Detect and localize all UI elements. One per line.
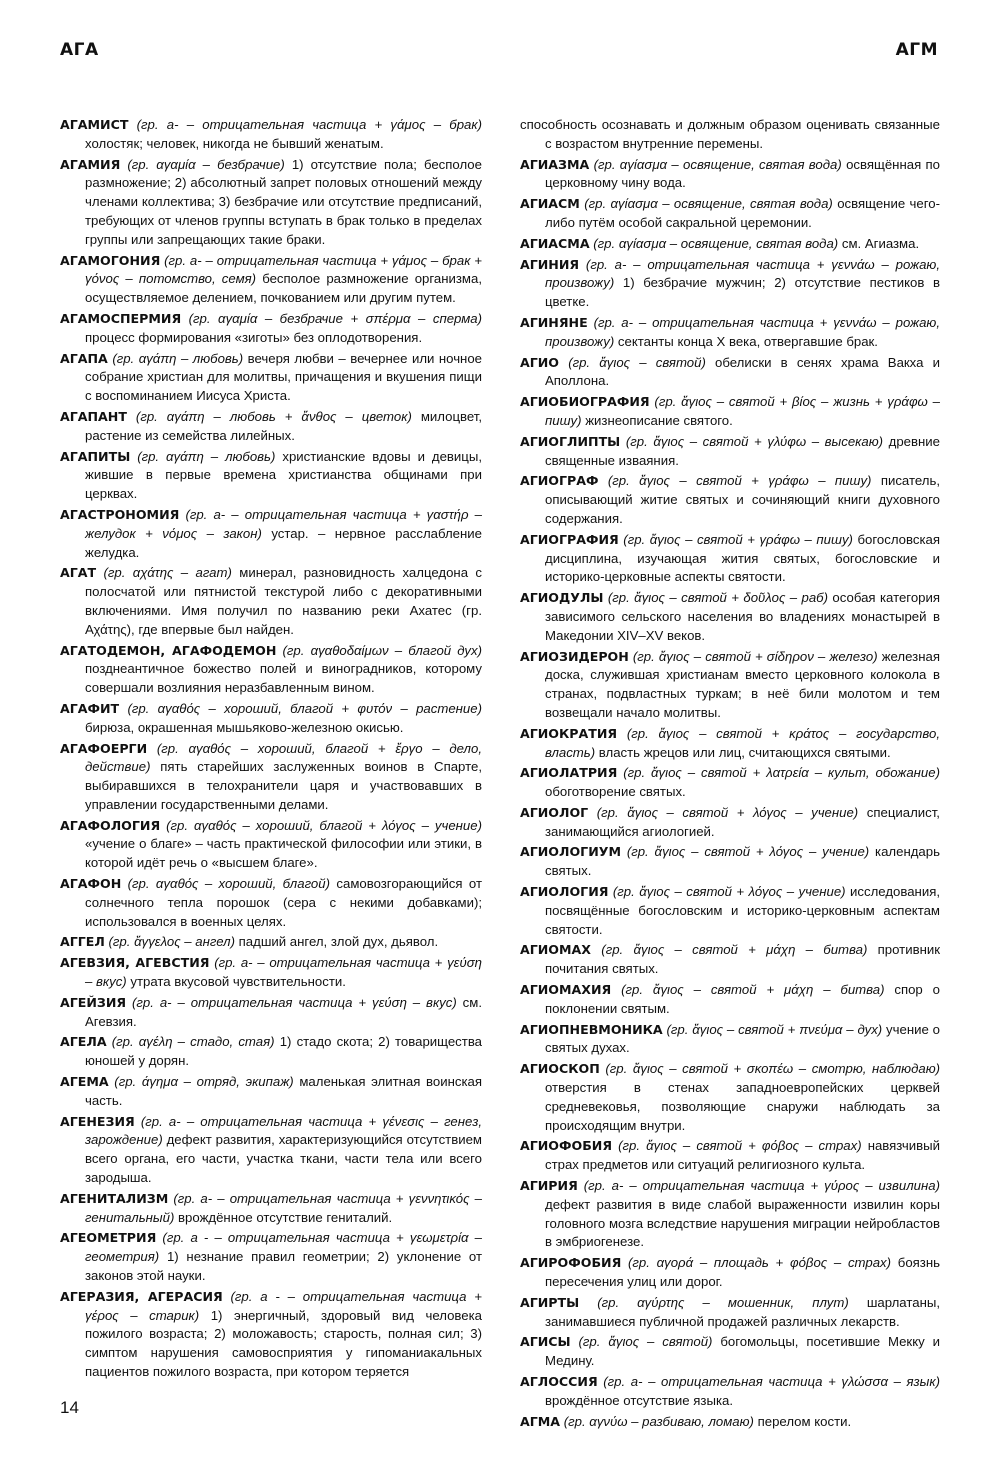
headword: АГИОБИОГРАФИЯ: [520, 394, 650, 410]
headword: АГЕОМЕТРИЯ: [60, 1230, 157, 1246]
dictionary-entry: [520, 648, 940, 723]
headword: АГМА: [520, 1413, 561, 1429]
etymology: (гр. αγίασμα – освящение, святая вода): [593, 235, 839, 251]
dictionary-entry: [520, 725, 940, 763]
dictionary-entry: [60, 310, 482, 348]
etymology: (гр. αγίασμα – освящение, святая вода): [593, 156, 842, 172]
dictionary-entry: [60, 448, 482, 504]
definition: 1) стадо скота; 2) товарищества юношей у дорян.: [85, 1034, 483, 1069]
definition: учение о святых духах.: [545, 1021, 941, 1056]
etymology: (гр. ἄγιος – святой + πνεύμα – дух): [666, 1021, 883, 1037]
etymology: (гр. ἄγιος – святой + μάχη – битва): [601, 942, 868, 958]
dictionary-entry: [60, 350, 482, 406]
definition: спор о поклонении святым.: [545, 982, 940, 1016]
headword: АГИОЛОГИЯ: [520, 884, 609, 900]
dictionary-entry: [60, 1229, 482, 1285]
definition: процесс формирования «зиготы» без оплодотворения.: [85, 329, 423, 345]
etymology: (гр. ἄγιος – святой + φόβος – страх): [618, 1138, 862, 1154]
etymology: (гр. а- – отрицательная частица + γεύση – вкус): [85, 955, 482, 990]
dictionary-entry: [520, 1373, 940, 1411]
headword: АГЕМА: [60, 1074, 109, 1090]
dictionary-entry: [520, 314, 940, 352]
etymology: (гр. ἄγιος – святой + λόγος – учение): [596, 804, 859, 820]
definition: см. Агиазма.: [841, 235, 920, 251]
headword: АГАПАНТ: [60, 408, 127, 424]
dictionary-entry: [60, 954, 482, 992]
etymology: (гр. ἄγιος – святой + γράφω – пишу): [607, 473, 872, 489]
headword: АГИОЛОГИУМ: [520, 844, 621, 860]
etymology: (гр. αγαθός – хороший, благой + λόγος – учение): [166, 817, 482, 833]
dictionary-entry: [520, 1413, 940, 1432]
definition: освящённая по церковному чину вода.: [545, 156, 940, 191]
etymology: (гр. αγαμία – безбрачие + σπέρμα – сперма): [188, 310, 482, 326]
etymology: (гр. а- – отрицательная частица + γεννητικός – генитальный): [85, 1190, 482, 1225]
definition: устар. – нервное расслабление желудка.: [85, 525, 482, 560]
dictionary-entry: [520, 256, 940, 312]
etymology: (гр. ἄγιος – святой + λόγος – учение): [612, 884, 846, 900]
dictionary-entry: [520, 764, 940, 802]
dictionary-entry: [520, 941, 940, 979]
definition: богомольцы, посетившие Мекку и Медину.: [545, 1334, 940, 1369]
definition: 1) энергичный, здоровый вид человека пожилого возраста; 2) моложавость; старость, полная сил; 3) симптом нарушения самовосприятия у гипоманиакальных пациентов пожилого возраста, при котором теряется: [85, 1307, 482, 1379]
dictionary-entry: [520, 1333, 940, 1371]
definition: маленькая элитная воинская часть.: [85, 1074, 482, 1108]
headword: АГИАЗМА: [520, 156, 590, 172]
dictionary-entry: [520, 981, 940, 1019]
etymology: (гр. αγίασμα – освящение, святая вода): [584, 196, 833, 212]
headword: АГИО: [520, 354, 560, 370]
definition: бирюза, окрашенная мышьяково-железною окисью.: [85, 719, 404, 735]
headword: АГАФОН: [60, 876, 122, 892]
headword: АГИРОФОБИЯ: [520, 1255, 622, 1271]
dictionary-entry: [60, 994, 482, 1032]
etymology: (гр. а - – отрицательная частица + γέρος – старик): [85, 1288, 482, 1323]
dictionary-entry: [520, 1021, 940, 1059]
etymology: (гр. αγύρτης – мошенник, плут): [597, 1294, 849, 1310]
dictionary-entry: [60, 506, 482, 562]
dictionary-entry: [60, 116, 482, 154]
dictionary-entry: [60, 700, 482, 738]
column-left: [60, 116, 482, 1384]
definition: самовозгорающийся от солнечного тепла порошок (сера с некими добавками); использовался в военных целях.: [85, 876, 483, 929]
etymology: (гр. ἄγιος – святой + γράφω – пишу): [623, 531, 853, 547]
headword: АГИОДУЛЫ: [520, 590, 604, 606]
etymology: (гр. а- – отрицательная частица + γεύση – вкус): [132, 994, 457, 1010]
headword: АГАТОДЕМОН, АГАФОДЕМОН: [60, 642, 277, 658]
dictionary-entry: [520, 1177, 940, 1252]
etymology: (гр. αγαμία – безбрачие): [127, 156, 285, 172]
definition: особая категория зависимого сельского населения во владениях монастырей в Македонии XIV–XV веков.: [545, 590, 940, 643]
headword: АГИОФОБИЯ: [520, 1138, 613, 1154]
dictionary-entry: [520, 1137, 940, 1175]
etymology: (гр. αγαθός – хороший, благой + ἔργο – дело, действие): [85, 740, 482, 775]
etymology: (гр. αγάπη – любовь): [137, 448, 276, 464]
headword: АГЕНИТАЛИЗМ: [60, 1190, 169, 1206]
dictionary-entry: [60, 875, 482, 931]
dictionary-entry: [520, 883, 940, 939]
dictionary-entry: [60, 740, 482, 815]
etymology: (гр. а - – отрицательная частица + γεωμετρία – геометрия): [85, 1230, 482, 1265]
headword: АГАПА: [60, 350, 108, 366]
dictionary-entry: [520, 433, 940, 471]
page-number: 14: [60, 1398, 79, 1417]
etymology: (гр. а- – отрицательная частица + γλώσσα – язык): [603, 1374, 940, 1389]
etymology: (гр. ἄγιος – святой + λόγος – учение): [626, 844, 870, 860]
headword: АГАФОЕРГИ: [60, 740, 148, 756]
etymology: (гр. ἄγιος – святой + βίος – жизнь + γράφω – пишу): [545, 394, 940, 428]
headword: АГАМОСПЕРМИЯ: [60, 310, 182, 326]
headword: АГИНИЯ: [520, 256, 580, 272]
headword: АГИОКРАТИЯ: [520, 725, 618, 741]
etymology: (гр. ἄγιος – святой + γλύφω – высекаю): [625, 433, 884, 449]
headword: АГИОМАХ: [520, 942, 592, 958]
dictionary-entry: [520, 804, 940, 842]
etymology: (гр. αγαθός – хороший, благой): [127, 876, 330, 892]
etymology: (гр. ἄγιος – святой + δοῦλος – раб): [607, 590, 828, 606]
definition: перелом кости.: [757, 1413, 852, 1429]
headword: АГИАСМ: [520, 196, 580, 212]
headword: АГИОЗИДЕРОН: [520, 648, 629, 664]
etymology: (гр. αγάπη – любовь + ἄνθος – цветок): [135, 408, 412, 424]
etymology: (гр. ἄγιος – святой): [578, 1334, 713, 1350]
dictionary-entry: [520, 843, 940, 881]
headword: АГИАСМА: [520, 235, 590, 251]
headword: АГИОГРАФИЯ: [520, 531, 619, 547]
headword: АГИНЯНЕ: [520, 314, 588, 330]
definition: обоготворение святых.: [545, 784, 686, 800]
definition: дефект развития в виде слабой выраженности извилин коры головного мозга вследствие нарушения миграции нейробластов в эмбриогенезе.: [545, 1196, 940, 1250]
dictionary-entry: [520, 589, 940, 645]
etymology: (гр. а- – отрицательная частица + γάμος – брак): [136, 117, 482, 132]
definition: исследования, посвящённые богословским и историко-церковным аспектам святости.: [545, 884, 940, 937]
definition: 1) незнание правил геометрии; 2) уклонение от законов этой науки.: [85, 1249, 482, 1284]
etymology: (гр. αγορά – площадь + φόβος – страх): [628, 1255, 892, 1271]
etymology: (гр. ἄγγελος – ангел): [108, 934, 235, 950]
definition: шарлатаны, занимавшиеся публичной продажей различных лекарств.: [545, 1294, 940, 1329]
definition: обелиски в сенях храма Вакха и Аполлона.: [545, 354, 940, 389]
headword: АГАПИТЫ: [60, 448, 131, 464]
dictionary-entry: [520, 1254, 940, 1292]
dictionary-entry: [60, 1033, 482, 1071]
definition: 1) безбрачие мужчин; 2) отсутствие пестиков в цветке.: [545, 275, 940, 310]
definition: позднеантичное божество полей и виноградников, которому совершали возлияния неразбавленным вином.: [85, 661, 482, 696]
dictionary-entry: [60, 817, 482, 873]
etymology: (гр. а- – отрицательная частица + γύρος – извилина): [583, 1178, 940, 1194]
etymology: (гр. а- – отрицательная частица + γεννάω – рожаю, произвожу): [545, 314, 940, 349]
headword: АГЕРАЗИЯ, АГЕРАСИЯ: [60, 1288, 223, 1304]
headword: АГГЕЛ: [60, 934, 105, 950]
definition: писатель, описывающий житие святых и сочиняющий книги духовного содержания.: [545, 473, 940, 526]
definition: холостяк; человек, никогда не бывший женатым.: [85, 135, 384, 151]
etymology: (гр. а- – отрицательная частица + γάμος – брак + γόνος – потомство, семя): [85, 252, 482, 287]
etymology: (гр. а- – отрицательная частица + γεννάω – рожаю, произвожу): [545, 256, 940, 291]
definition: вечеря любви – вечернее или ночное собрание христиан для молитвы, причащения и вкушения пищи с воспоминанием Иисуса Христа.: [85, 350, 483, 404]
definition: железная доска, служившая христианам вместо церковного колокола в странах, подвластных туркам; в неё били молотом и тем возвещали начало молитвы.: [545, 648, 940, 720]
dictionary-entry: [60, 1073, 482, 1111]
headword: АГЕЛА: [60, 1034, 107, 1050]
headword: АГИОГЛИПТЫ: [520, 433, 621, 449]
definition: бесполое размножение организма, осуществляемое делением, почкованием или другим путем.: [85, 271, 482, 306]
definition: древние священные изваяния.: [545, 433, 940, 468]
dictionary-entry: [60, 408, 482, 446]
headword: АГИОПНЕВМОНИКА: [520, 1021, 663, 1037]
headword: АГАСТРОНОМИЯ: [60, 506, 180, 522]
definition: освящение чего-либо путём особой сакральной церемонии.: [545, 196, 941, 230]
dictionary-entry: [520, 156, 940, 194]
dictionary-entry: [60, 156, 482, 250]
dictionary-entry: [520, 393, 940, 431]
definition: боязнь пересечения улиц или дорог.: [545, 1255, 940, 1290]
dictionary-entry: [60, 564, 482, 639]
definition: жизнеописание святого.: [585, 412, 733, 428]
dictionary-entry: [520, 354, 940, 392]
dictionary-entry: [60, 933, 482, 952]
dictionary-entry: [520, 1294, 940, 1332]
definition: специалист, занимающийся агиологией.: [545, 804, 940, 839]
headword: АГЕВЗИЯ, АГЕВСТИЯ: [60, 955, 210, 971]
definition: милоцвет, растение из семейства лилейных.: [85, 408, 482, 443]
running-head-right: АГМ: [895, 40, 938, 60]
etymology: (гр. άγημα – отряд, экипаж): [114, 1074, 294, 1090]
headword: АГАФОЛОГИЯ: [60, 817, 161, 833]
etymology: (гр. а- – отрицательная частица + γαστήρ – желудок + νόμος – закон): [85, 506, 482, 541]
running-head-left: АГА: [60, 40, 99, 60]
headword: АГЛОССИЯ: [520, 1374, 598, 1389]
definition: противник почитания святых.: [545, 942, 940, 977]
etymology: (гр. ἄγιος – святой): [568, 354, 706, 370]
definition: дефект развития, характеризующийся отсутствием всего органа, его части, участка ткани, части тела или всего зародыша.: [85, 1132, 482, 1186]
etymology: (гр. а- – отрицательная частица + γένεσις – генез, зарождение): [85, 1113, 482, 1148]
definition: навязчивый страх предметов или ситуаций религиозного культа.: [545, 1138, 940, 1173]
definition: сектанты конца X века, отвергавшие брак.: [617, 333, 878, 349]
dictionary-entry: [60, 252, 482, 308]
dictionary-entry: [60, 1113, 482, 1188]
headword: АГИРТЫ: [520, 1294, 580, 1310]
etymology: (гр. ἄγιος – святой + κράτος – государство, власть): [545, 725, 940, 760]
headword: АГАТ: [60, 565, 97, 581]
headword: АГАМОГОНИЯ: [60, 252, 161, 268]
column-right: [520, 116, 940, 1433]
definition: врождённое отсутствие гениталий.: [178, 1209, 393, 1225]
headword: АГАМИСТ: [60, 117, 129, 132]
dictionary-entry: [520, 195, 940, 233]
definition: падший ангел, злой дух, дьявол.: [238, 934, 439, 950]
definition: 1) отсутствие пола; бесполое размножение; 2) абсолютный запрет половых отношений между членами коллектива; 3) безбрачие или отсутствие предписаний, требующих от членов группы вступать в брак только в пределах группы или запрещающих такие браки.: [85, 156, 482, 247]
definition: календарь святых.: [545, 844, 940, 879]
dictionary-entry: [520, 472, 940, 528]
dictionary-entry: [520, 531, 940, 587]
definition: утрата вкусовой чувствительности.: [130, 974, 346, 990]
etymology: (гр. ἄγιος – святой + λατρεία – культ, обожание): [623, 765, 940, 781]
etymology: (гр. ἄγιος – святой + σκοπέω – смотрю, наблюдаю): [605, 1061, 941, 1077]
headword: АГАФИТ: [60, 700, 120, 716]
etymology: (гр. ἄγιος – святой + μάχη – битва): [621, 982, 885, 998]
headword: АГИРИЯ: [520, 1178, 578, 1194]
headword: АГЕЙЗИЯ: [60, 994, 127, 1010]
definition: пять старейших заслуженных воинов в Спарте, выбиравшихся в телохранители царя и участвовавших в управлении государственными делами.: [85, 759, 482, 812]
headword: АГИСЫ: [520, 1334, 571, 1350]
headword: АГИОЛАТРИЯ: [520, 765, 618, 781]
headword: АГИОСКОП: [520, 1061, 600, 1077]
etymology: (гр. αχάτης – агат): [103, 565, 232, 581]
headword: АГИОМАХИЯ: [520, 982, 612, 998]
definition: врождённое отсутствие языка.: [545, 1392, 734, 1408]
etymology: (гр. αγάπη – любовь): [112, 350, 244, 366]
definition: см. Агевзия.: [85, 994, 482, 1029]
definition: христианские вдовы и девицы, жившие в первые времена христианства общинами при церквах.: [85, 448, 482, 502]
etymology: (гр. ἄγιος – святой + σίδηρον – железо): [632, 648, 878, 664]
headword: АГИОГРАФ: [520, 473, 599, 489]
etymology: (гр. αγαθός – хороший, благой + φυτόν – растение): [127, 700, 482, 716]
definition: богословская дисциплина, изучающая жития святых, богословские и историко-церковные аспекты святости.: [545, 531, 940, 585]
dictionary-entry: [520, 235, 940, 254]
definition: отверстия в стенах западноевропейских церквей средневековья, позволяющие снаружи наблюдать за происходящим внутри.: [545, 1080, 940, 1133]
dictionary-entry: [520, 1060, 940, 1135]
headword: АГАМИЯ: [60, 156, 121, 172]
etymology: (гр. αγνύω – разбиваю, ломаю): [563, 1413, 754, 1429]
dictionary-entry: [60, 642, 482, 698]
continued-text: способность осознавать и должным образом оценивать связанные с возрастом внутренние перемены.: [520, 117, 940, 151]
dictionary-entry: [60, 1288, 482, 1382]
definition: власть жрецов или лиц, считающихся святыми.: [598, 744, 891, 760]
definition: минерал, разновидность халцедона с полосчатой или пятнистой текстурой либо с декоративными включениями. Имя получил по названию реки Ахатес (гр. Αχάτης), где впервые был найден.: [85, 565, 482, 637]
headword: АГЕНЕЗИЯ: [60, 1113, 135, 1129]
headword: АГИОЛОГ: [520, 804, 589, 820]
dictionary-entry: [60, 1190, 482, 1228]
etymology: (гр. αγέλη – стадо, стая): [111, 1034, 275, 1050]
etymology: (гр. αγαθοδαίμων – благой дух): [282, 642, 482, 658]
definition: «учение о благе» – часть практической философии или этики, в которой идёт речь о «высшем благе».: [85, 836, 482, 871]
